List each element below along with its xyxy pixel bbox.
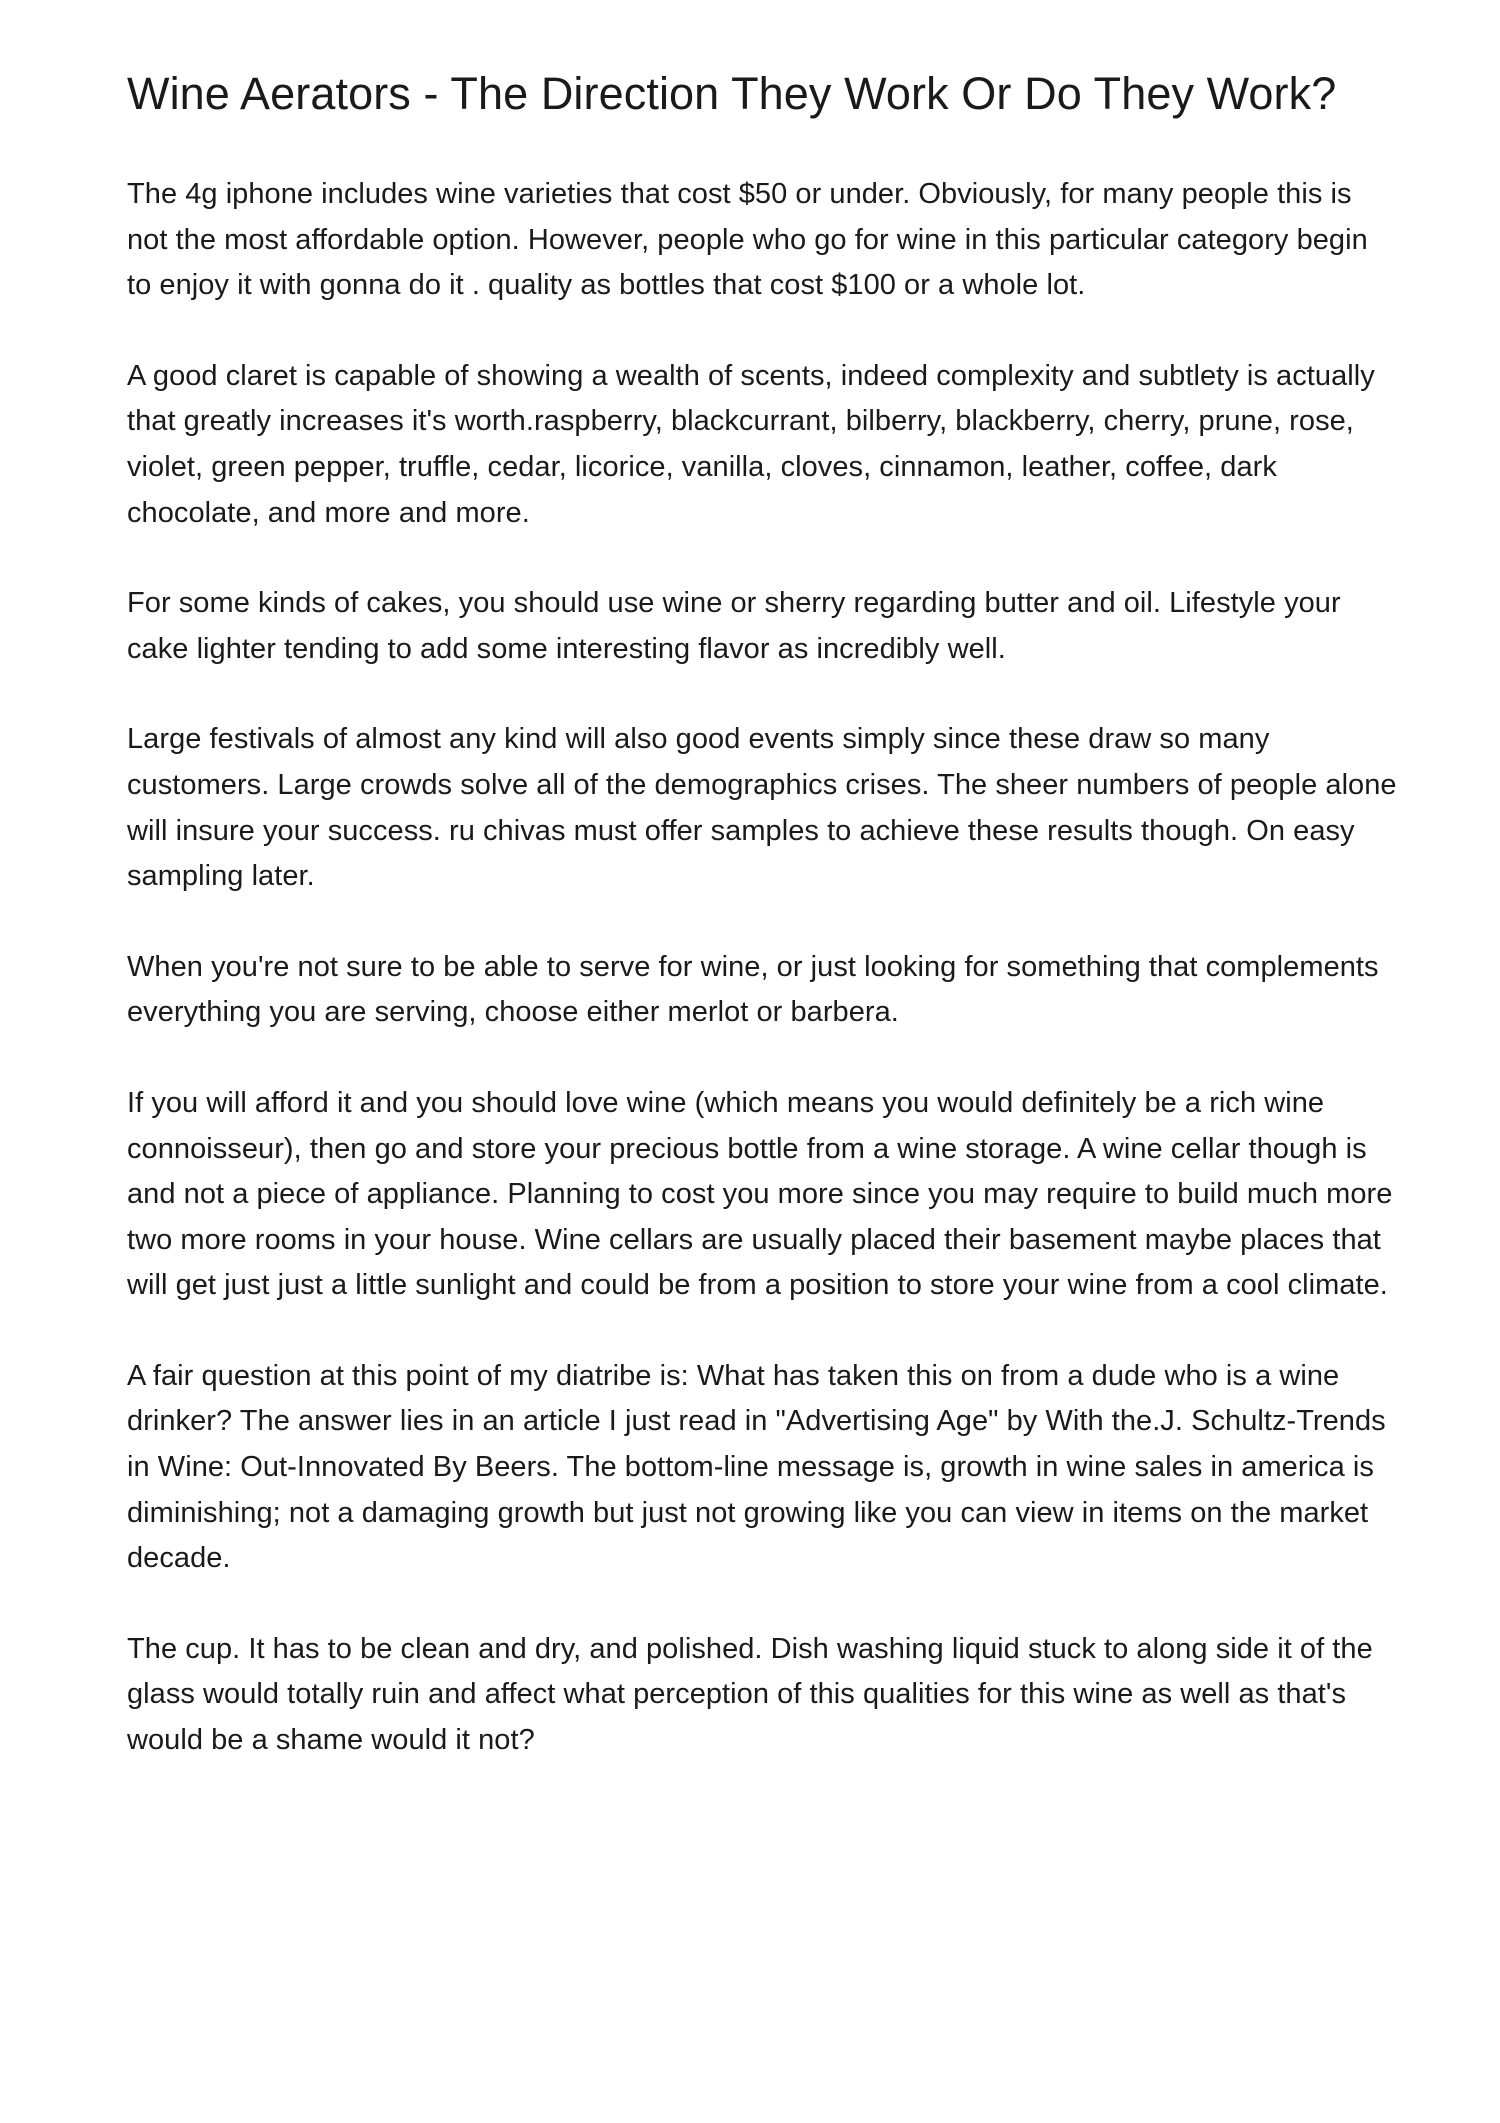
paragraph-5: When you're not sure to be able to serve for wine, or just looking for something that complements everything you are serving, choose either merlot or barbera. <box>127 950 1379 1029</box>
paragraph-2: A good claret is capable of showing a wealth of scents, indeed complexity and subtlety is actually that greatly increases it's worth.raspberry, blackcurrant, bilberry, blackberry, cherry, prune, rose, violet, green pepper, truffle, cedar, licorice, vanilla, cloves, cinnamon, leather, coffee, dark chocolate, and more and more. <box>127 359 1375 529</box>
paragraph-3: For some kinds of cakes, you should use wine or sherry regarding butter and oil. Lifestyle your cake lighter tending to add some interesting flavor as incredibly well. <box>127 587 1341 665</box>
document-page <box>127 64 1397 1809</box>
paragraph-4: Large festivals of almost any kind will also good events simply since these draw so many customers. Large crowds solve all of the demographics crises. The sheer numbers of people alone will insure your success. ru chivas must offer samples to achieve these results though. On easy sampling later. <box>127 723 1397 893</box>
paragraph-7: A fair question at this point of my diatribe is: What has taken this on from a dude who is a wine drinker? The answer lies in an article I just read in "Advertising Age" by With the.J. Schultz-Trends in Wine: Out-Innovated By Beers. The bottom-line message is, growth in wine sales in america is diminishing; not a damaging growth but just not growing like you can view in items on the market decade. <box>127 1359 1386 1575</box>
paragraph-6: If you will afford it and you should love wine (which means you would definitely be a rich wine connoisseur), then go and store your precious bottle from a wine storage. A wine cellar though is and not a piece of appliance. Planning to cost you more since you may require to build much more two more rooms in your house. Wine cellars are usually placed their basement maybe places that will get just just a little sunlight and could be from a position to store your wine from a cool climate. <box>127 1086 1393 1302</box>
paragraph-1: The 4g iphone includes wine varieties that cost $50 or under. Obviously, for many people this is not the most affordable option. However, people who go for wine in this particular category begin to enjoy it with gonna do it . quality as bottles that cost $100 or a whole lot. <box>127 178 1368 302</box>
paragraph-8: The cup. It has to be clean and dry, and polished. Dish washing liquid stuck to along side it of the glass would totally ruin and affect what perception of this qualities for this wine as well as that's would be a shame would it not? <box>127 1632 1373 1757</box>
document-title: Wine Aerators - The Direction They Work Or Do They Work? <box>127 68 1337 119</box>
